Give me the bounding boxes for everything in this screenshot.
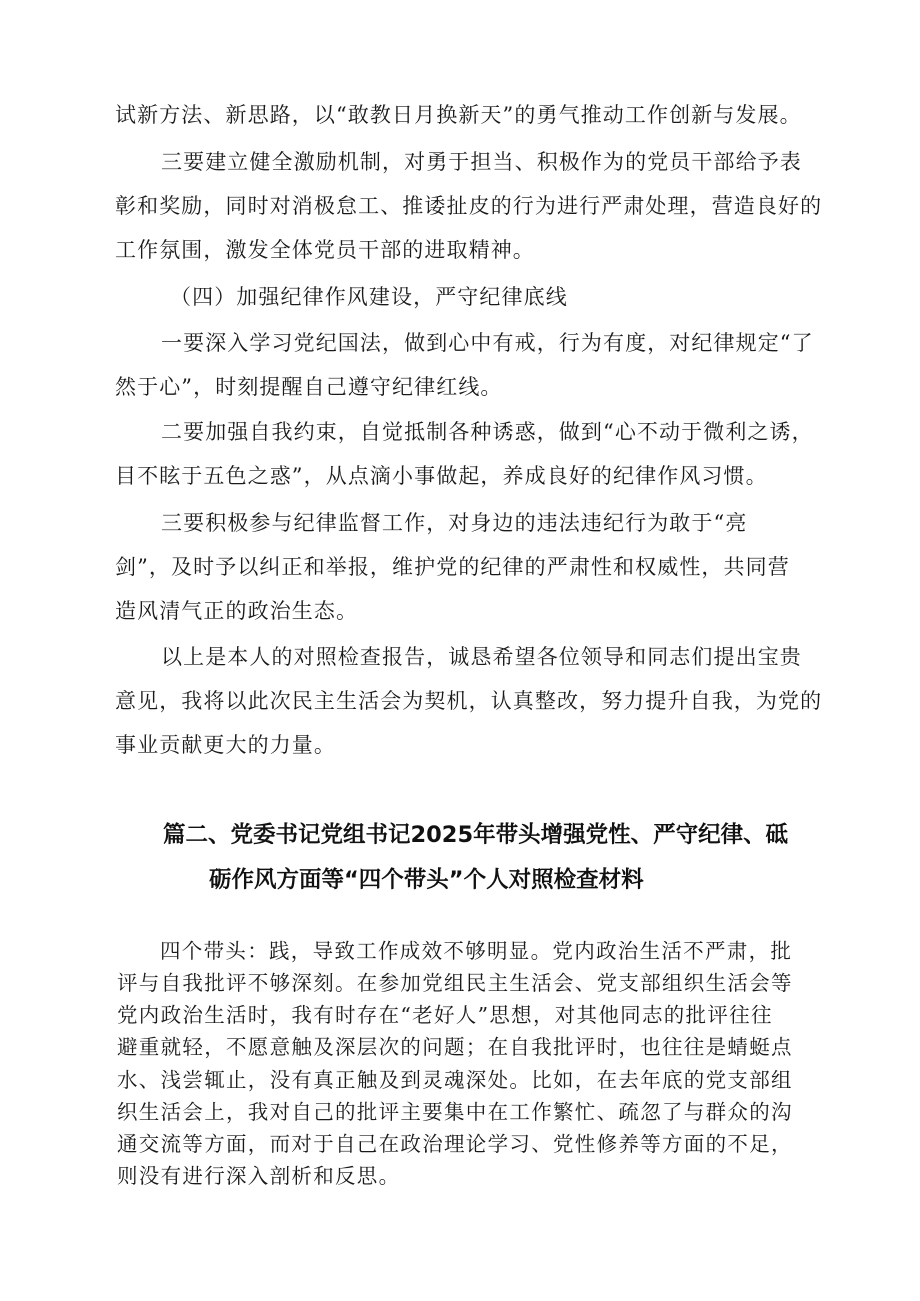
article-title-line: 砺作风方面等“四个带头”个人对照检查材料 [209,867,644,893]
paragraph-line: 事业贡献更大的力量。 [115,733,336,757]
paragraph-line: 造风清气正的政治生态。 [115,599,359,623]
paragraph-line: 通交流等方面，而对于自己在政治理论学习、党性修养等方面的不足， [117,1132,793,1156]
paragraph-line: 评与自我批评不够深刻。在参加党组民主生活会、党支部组织生活会等 [117,971,793,995]
paragraph-line: 然于心”，时刻提醒自己遵守纪律红线。 [115,375,503,399]
paragraph-line: 三要积极参与纪律监督工作，对身边的违法违纪行为敢于“亮 [161,511,748,535]
paragraph-line: 一要深入学习党纪国法，做到心中有戒，行为有度，对纪律规定“了 [161,331,814,355]
paragraph-line: 三要建立健全激励机制，对勇于担当、积极作为的党员干部给予表 [161,150,802,174]
paragraph-line: 四个带头：践，导致工作成效不够明显。党内政治生活不严肃，批 [160,939,793,963]
paragraph-line: 避重就轻，不愿意触及深层次的问题；在自我批评时，也往往是蜻蜓点 [117,1035,793,1059]
paragraph-line: 彰和奖励，同时对消极怠工、推诿扯皮的行为进行严肃处理，营造良好的 [115,194,823,218]
paragraph-line: 水、浅尝辄止，没有真正触及到灵魂深处。比如，在去年底的党支部组 [117,1068,793,1092]
paragraph-line: 试新方法、新思路，以“敢教日月换新天”的勇气推动工作创新与发展。 [115,103,802,127]
subsection-heading: （四）加强纪律作风建设，严守纪律底线 [170,285,568,309]
paragraph-line: 意见，我将以此次民主生活会为契机，认真整改，努力提升自我，为党的 [115,689,823,713]
paragraph-line: 目不眩于五色之惑”，从点滴小事做起，养成良好的纪律作风习惯。 [115,464,768,488]
paragraph-line: 二要加强自我约束，自觉抵制各种诱惑，做到“心不动于微利之诱， [161,420,814,444]
paragraph-line: 剑”，及时予以纠正和举报，维护党的纪律的严肃性和权威性，共同营 [115,555,790,579]
paragraph-line: 工作氛围，激发全体党员干部的进取精神。 [115,238,535,262]
article-title-line: 篇二、党委书记党组书记2025年带头增强党性、严守纪律、砥 [163,822,789,848]
paragraph-line: 党内政治生活时，我有时存在“老好人”思想，对其他同志的批评往往 [117,1003,773,1027]
paragraph-line: 则没有进行深入剖析和反思。 [117,1164,401,1188]
paragraph-line: 织生活会上，我对自己的批评主要集中在工作繁忙、疏忽了与群众的沟 [117,1100,793,1124]
paragraph-line: 以上是本人的对照检查报告，诚恳希望各位领导和同志们提出宝贵 [161,645,802,669]
